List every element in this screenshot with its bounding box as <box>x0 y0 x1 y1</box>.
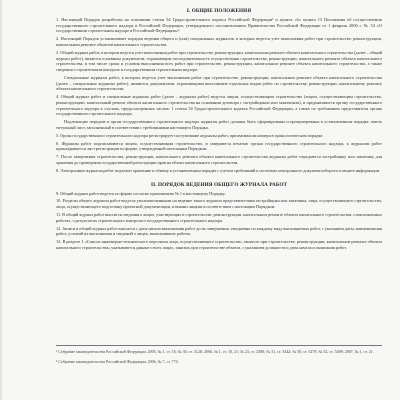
section-journal-body <box>56 191 382 251</box>
paragraph: 12. Записи в общий журнал работ вносятся с даты начала выполнения работ до их завершения, ежедневно по каждому виду выполняемых работ, с указанием даты, наименования работ, условий их выполнения и сведений о лицах, выполнивших работы. <box>56 225 382 237</box>
paragraph: 4. Общий журнал работ и специальные журналы работ (далее – журналы работ) ведутся лицом, осуществляющим строительство (лицом, осуществляющим строительство, реконструкцию, капитальный ремонт объекта капитального строительства на основании договора с застройщиком или заказчиком), и предъявляются органу государственного строительного надзора в случаях, предусмотренных частью 1 статьи 54 Градостроительного кодекса Российской Федерации, а также по требованию представителя органа государственного строительного надзора. <box>56 94 382 117</box>
section-heading-general: I. ОБЩИЕ ПОЛОЖЕНИЯ <box>186 8 252 14</box>
paragraph: 9. Общий журнал работ ведется по форме согласно приложению № 1 к настоящему Порядку. <box>56 190 226 196</box>
section-general-body <box>56 17 382 174</box>
paragraph: 5. Орган государственного строительного надзора регистрирует поступившие журналы работ, присваивая им номера в хронологическом порядке. <box>56 132 324 138</box>
footnotes <box>56 345 382 369</box>
paragraph: Специальные журналы работ, в которых ведется учет выполнения работ при строительстве, реконструкции, капитальном ремонте объекта капитального строительства (далее – специальные журналы работ), являются документами, отражающими выполнение отдельных видов работ по строительству, реконструкции, капитальному ремонту объекта капитального строительства. <box>56 74 382 92</box>
paragraph: 10. Разделы общего журнала работ ведутся уполномоченными на ведение такого журнала представителями застройщика или заказчика, лица, осуществляющего строительство, лица, осуществляющего подготовку проектной документации, и иными лицами в соответствии с настоящим Порядком. <box>56 198 382 210</box>
paragraph: 8. Электронные журналы работ подлежат хранению и обмену в установленном порядке с учетом требований к системам электронного документооборота и защите информации. <box>56 167 381 173</box>
section-heading-journal-procedure: II. ПОРЯДОК ВЕДЕНИЯ ОБЩЕГО ЖУРНАЛА РАБОТ <box>150 181 288 188</box>
paragraph: 6. Журналы работ подписываются лицом, осуществляющим строительство, и заверяются печатью органа государственного строительного надзора, к журналам работ прикладывается лист регистрации по форме, утвержденной настоящим Порядком. <box>56 140 382 152</box>
paragraph: 2. Настоящий Порядок устанавливает порядок ведения общего и (или) специальных журналов, в которых ведется учет выполнения работ при строительстве, реконструкции, капитальном ремонте объектов капитального строительства. <box>56 36 382 47</box>
paragraph: 11. В общий журнал работ вносятся сведения о лицах, участвующих в строительстве, реконструкции, капитальном ремонте объекта капитального строительства, о выполненных работах, о результатах строительного контроля и государственного строительного надзора. <box>56 212 382 223</box>
footnote: ² Собрание законодательства Российской Федерации, 2006, № 7, ст. 774. <box>56 359 179 365</box>
paragraph: 13. В разделе 1 «Список инженерно-технического персонала лица, осуществляющего строительство, занятого при строительстве, реконструкции, капитальном ремонте объекта капитального строительства» указываются данные о всех лицах, занятых при строительстве объекта, с указанием должности и даты начала и окончания работ. <box>56 239 382 250</box>
paragraph: Подлежащие передаче в орган государственного строительного надзора журналы работ должны быть сформированы и пронумерованы в установленном порядке, иметь титульный лист, заполненный в соответствии с требованиями настоящего Порядка. <box>56 119 382 130</box>
paragraph: 7. После завершения строительства, реконструкции, капитального ремонта объекта капитального строительства журналы работ передаются застройщику или заказчику для хранения до проведения государственной регистрации прав на объект капитального строительства. <box>56 154 382 165</box>
footnote: ¹ Собрание законодательства Российской Федерации, 2005, № 1, ст. 16; № 30, ст. 3128; 2006, № 1, ст. 10, 21; № 23, ст. 2380; № 31, ст. 3442; № 50, ст. 5279; № 52, ст. 5498; 2007, № 1, ст. 21. <box>56 349 374 354</box>
paragraph: 1. Настоящий Порядок разработан на основании статьи 54 Градостроительного кодекса Российской Федерации¹ и пункта «б» пункта 13 Положения об осуществлении государственного строительного надзора в Российской Федерации, утвержденного постановлением Правительства Российской Федерации от 1 февраля 2006 г. № 54 «О государственном строительном надзоре в Российской Федерации»². <box>56 17 382 34</box>
paragraph: 3. Общий журнал работ, в котором ведется учет выполнения работ при строительстве, реконструкции, капитальном ремонте объекта капитального строительства (далее – общий журнал работ), является основным документом, отражающим последовательность осуществления строительства, реконструкции, капитального ремонта объекта капитального строительства, в том числе сроки и условия выполнения всех работ при строительстве, реконструкции, капитальном ремонте объекта капитального строительства, а также сведения о строительном контроле и государственном строительном надзоре. <box>56 49 382 72</box>
page-edge <box>0 0 2 400</box>
